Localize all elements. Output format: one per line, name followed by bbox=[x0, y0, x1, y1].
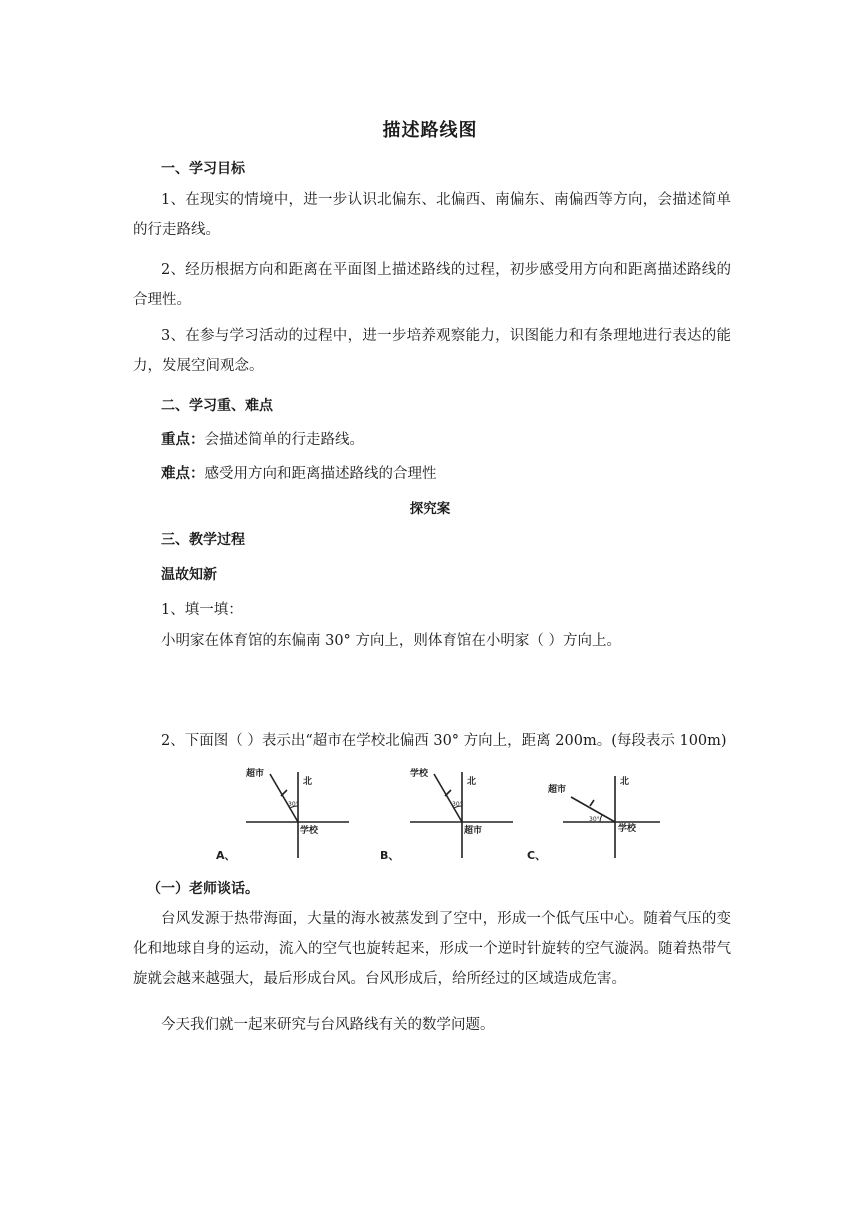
diagram-b-letter: B、 bbox=[380, 849, 400, 862]
diagram-a-center-label: 学校 bbox=[300, 826, 319, 836]
diagram-b-top-label: 学校 bbox=[410, 769, 429, 779]
diagram-c-north-label: 北 bbox=[620, 777, 630, 787]
teacher-talk-heading: （一）老师谈话。 bbox=[147, 881, 259, 897]
difficulty-text: 感受用方向和距离描述路线的合理性 bbox=[204, 466, 437, 482]
diagram-c-top-label: 超市 bbox=[548, 785, 567, 795]
diagram-a bbox=[246, 772, 349, 858]
diagram-b bbox=[410, 772, 513, 858]
section-heading-objectives: 一、学习目标 bbox=[161, 161, 245, 177]
diagram-b-north-label: 北 bbox=[467, 777, 477, 787]
diagram-c-letter: C、 bbox=[527, 849, 547, 862]
objective-3: 3、在参与学习活动的过程中，进一步培养观察能力，识图能力和有条理地进行表达的能力，发展空间观念。 bbox=[133, 328, 731, 374]
question-2-text: 2、下面图（ ）表示出“超市在学校北偏西 30° 方向上，距离 200m。(每段表示 100m) bbox=[161, 733, 727, 749]
teacher-talk-paragraph-1: 台风发源于热带海面，大量的海水被蒸发到了空中，形成一个低气压中心。随着气压的变化和地球自身的运动，流入的空气也旋转起来，形成一个逆时针旋转的空气漩涡。随着热带气旋就会越来越强大，最后形成台风。台风形成后，给所经过的区域造成危害。 bbox=[133, 911, 731, 987]
diagram-c-angle-label: 30° bbox=[589, 816, 600, 823]
diagram-c bbox=[563, 776, 660, 858]
page-title: 描述路线图 bbox=[382, 120, 478, 141]
question-1-label: 1、填一填： bbox=[161, 602, 243, 618]
diagram-a-north-label: 北 bbox=[303, 777, 313, 787]
review-heading: 温故知新 bbox=[161, 567, 217, 583]
key-point-text: 会描述简单的行走路线。 bbox=[204, 432, 364, 448]
key-point-label: 重点： bbox=[161, 432, 205, 448]
diagram-c-center-label: 学校 bbox=[618, 824, 637, 834]
objective-1: 1、在现实的情境中，进一步认识北偏东、北偏西、南偏东、南偏西等方向，会描述简单的行走路线。 bbox=[133, 192, 731, 238]
diagram-a-angle-label: 30° bbox=[288, 801, 299, 808]
diagram-b-angle-label: 30° bbox=[452, 801, 463, 808]
diagram-a-top-label: 超市 bbox=[246, 769, 265, 779]
section-heading-key-points: 二、学习重、难点 bbox=[161, 398, 273, 414]
teacher-talk-paragraph-2: 今天我们就一起来研究与台风路线有关的数学问题。 bbox=[161, 1017, 495, 1033]
diagram-b-center-label: 超市 bbox=[464, 826, 483, 836]
section-heading-process: 三、教学过程 bbox=[161, 532, 245, 548]
difficulty-label: 难点： bbox=[161, 466, 205, 482]
objective-2: 2、经历根据方向和距离在平面图上描述路线的过程，初步感受用方向和距离描述路线的合理性。 bbox=[133, 262, 731, 308]
question-1-text: 小明家在体育馆的东偏南 30° 方向上，则体育馆在小明家（ ）方向上。 bbox=[161, 633, 622, 649]
explore-heading: 探究案 bbox=[409, 501, 451, 517]
diagram-a-letter: A、 bbox=[216, 849, 236, 862]
